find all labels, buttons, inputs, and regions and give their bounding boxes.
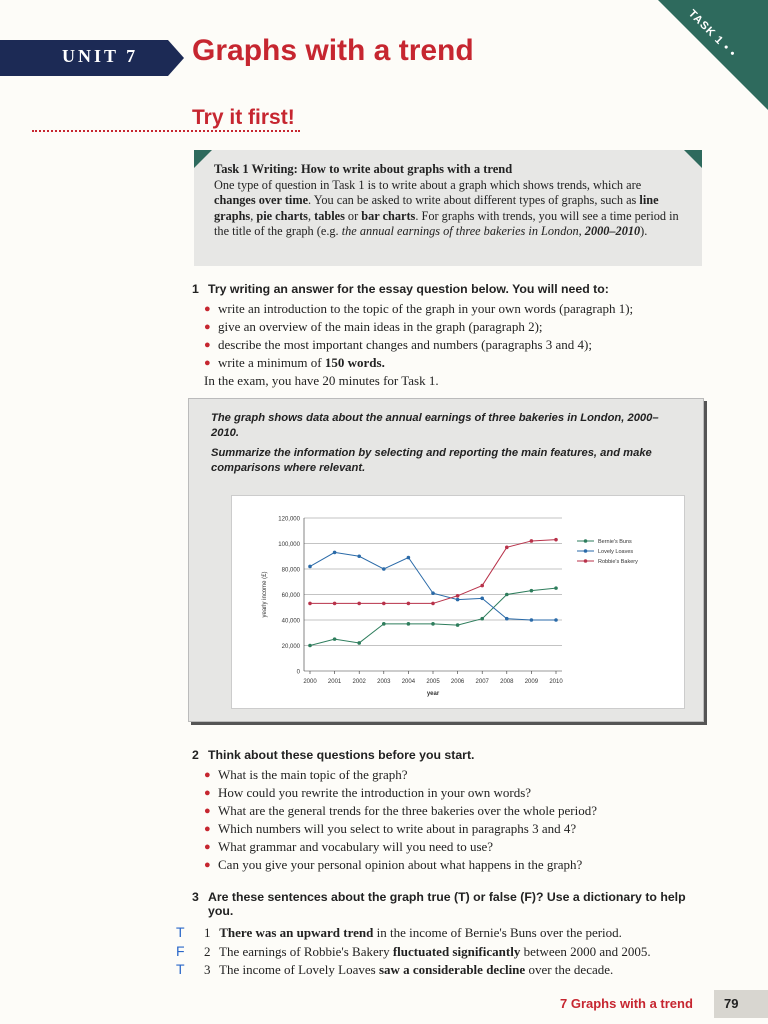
x-tick-label: 2007: [475, 679, 489, 685]
x-tick-label: 2001: [327, 679, 342, 685]
true-false-item: [176, 924, 712, 943]
info-bold: pie charts: [256, 208, 308, 223]
legend-label: Lovely Loaves: [598, 549, 634, 555]
handwritten-answer: T: [176, 924, 185, 940]
x-tick-label: 2005: [426, 679, 440, 685]
list-item: ● write an introduction to the topic of the graph in your own words (paragraph 1);: [204, 300, 712, 318]
list-item: ● How could you rewrite the introduction in your own words?: [204, 784, 712, 802]
y-axis-label: yearly income (£): [262, 571, 268, 618]
question-1-bullets: [204, 300, 712, 372]
data-point: [456, 623, 460, 627]
list-item-text: write a minimum of: [218, 355, 325, 370]
item-text: over the decade.: [525, 962, 614, 977]
item-text: The earnings of Robbie's Bakery: [219, 943, 393, 959]
item-number: 1: [204, 925, 211, 940]
true-false-item: [176, 961, 712, 980]
list-item: ● What are the general trends for the three bakeries over the whole period?: [204, 802, 712, 820]
corner-tab: [658, 0, 768, 110]
true-false-item: [176, 942, 712, 962]
question-2: [192, 748, 712, 874]
question-1-heading: [192, 282, 712, 296]
page-number-tab: [714, 990, 768, 1018]
info-text-part: . For graphs with trends, you will see a time period in the title of the graph (e.g.: [214, 208, 679, 238]
unit-label: UNIT 7: [62, 46, 139, 66]
item-bold: fluctuated significantly: [392, 943, 521, 959]
x-tick-label: 2010: [549, 679, 563, 685]
x-tick-label: 2006: [450, 679, 465, 685]
question-number: 3: [192, 890, 199, 904]
y-tick-label: 120,000: [278, 516, 300, 523]
item-text: in the income of Bernie's Buns over the period.: [373, 925, 622, 940]
item-text: The income of Lovely Loaves: [219, 962, 379, 977]
data-point: [308, 644, 312, 648]
data-point: [456, 598, 460, 602]
legend-marker: [584, 549, 588, 553]
question-1-note: In the exam, you have 20 minutes for Task 1.: [204, 373, 439, 388]
dotted-divider: [32, 130, 300, 132]
item-number: 2: [204, 943, 211, 959]
data-point: [357, 554, 361, 558]
page-number: 79: [724, 996, 739, 1011]
item-text: between 2000 and 2005.: [520, 943, 651, 959]
legend-label: Bernie's Buns: [598, 539, 632, 545]
data-point: [530, 539, 534, 543]
info-text-part: One type of question in Task 1 is to write about a graph which shows trends, which are: [214, 177, 642, 192]
data-point: [382, 602, 386, 606]
y-tick-label: 80,000: [281, 567, 300, 574]
data-point: [505, 617, 509, 621]
footer-title: 7 Graphs with a trend: [560, 996, 693, 1011]
question-3: [176, 890, 712, 980]
data-point: [431, 591, 435, 595]
data-point: [333, 602, 337, 606]
item-bold: There was an upward trend: [219, 925, 374, 940]
data-point: [308, 565, 312, 569]
series-line: [310, 588, 556, 645]
data-point: [431, 622, 435, 626]
data-point: [407, 556, 411, 560]
legend-marker: [584, 539, 588, 543]
data-point: [456, 594, 460, 598]
info-bold: bar charts: [361, 208, 416, 223]
info-example: the annual earnings of three bakeries in London,: [341, 224, 582, 238]
question-text: Think about these questions before you start.: [208, 748, 475, 762]
y-tick-label: 100,000: [278, 542, 300, 548]
y-tick-label: 0: [296, 669, 300, 676]
info-text-part: ).: [640, 224, 648, 238]
essay-prompt-text: [211, 411, 681, 481]
section-title: Try it first!: [192, 106, 295, 129]
data-point: [530, 589, 534, 593]
data-point: [357, 641, 361, 645]
question-3-heading: [192, 890, 712, 918]
data-point: [431, 602, 435, 606]
info-text-part: or: [344, 208, 362, 223]
data-point: [554, 586, 558, 590]
question-text: Are these sentences about the graph true (T) or false (F)? Use a dictionary to help you.: [208, 890, 686, 918]
x-tick-label: 2000: [303, 679, 317, 685]
list-item: ● Which numbers will you select to write about in paragraphs 3 and 4?: [204, 820, 712, 838]
prompt-line-2: Summarize the information by selecting and reporting the main features, and make comparisons where relevant.: [211, 447, 652, 474]
item-bold: saw a considerable decline: [378, 962, 526, 977]
info-bold: tables: [314, 208, 345, 223]
info-bold: changes over time: [214, 193, 309, 207]
info-text-part: ,: [307, 208, 315, 223]
true-false-list: [176, 924, 712, 980]
info-box: [194, 150, 702, 266]
essay-prompt-box: [188, 398, 704, 722]
series-line: [310, 552, 556, 620]
list-item-bold: 150 words.: [324, 355, 385, 370]
info-box-corner-left: [194, 150, 212, 168]
question-text: Try writing an answer for the essay question below. You will need to:: [208, 282, 609, 296]
y-tick-label: 40,000: [281, 618, 300, 625]
data-point: [333, 637, 337, 641]
data-point: [480, 584, 484, 588]
line-chart: [232, 496, 684, 708]
data-point: [505, 593, 509, 597]
data-point: [382, 622, 386, 626]
question-2-heading: [192, 748, 712, 762]
data-point: [333, 551, 337, 555]
info-text-part: ,: [250, 208, 257, 223]
x-tick-label: 2004: [401, 679, 416, 685]
question-number: 1: [192, 282, 199, 296]
data-point: [308, 602, 312, 606]
legend-label: Robbie's Bakery: [598, 559, 638, 565]
y-tick-label: 60,000: [281, 593, 300, 599]
list-item: ● Can you give your personal opinion about what happens in the graph?: [204, 856, 712, 874]
y-tick-label: 20,000: [281, 644, 300, 650]
list-item: ● What grammar and vocabulary will you need to use?: [204, 838, 712, 856]
info-example-years: 2000–2010: [584, 224, 641, 238]
data-point: [407, 602, 411, 606]
data-point: [554, 538, 558, 542]
x-tick-label: 2008: [500, 679, 514, 685]
data-point: [357, 602, 361, 606]
x-tick-label: 2002: [352, 679, 366, 685]
prompt-line-1: The graph shows data about the annual earnings of three bakeries in London, 2000–2010.: [211, 412, 659, 439]
x-axis-label: year: [426, 691, 440, 697]
data-point: [554, 618, 558, 622]
legend-marker: [584, 559, 588, 563]
data-point: [505, 546, 509, 550]
list-item: ● What is the main topic of the graph?: [204, 766, 712, 784]
info-text-part: . You can be asked to write about different types of graphs, such as: [308, 193, 640, 207]
info-bold: line graphs: [214, 193, 659, 223]
page-title: Graphs with a trend: [192, 34, 474, 67]
data-point: [480, 617, 484, 621]
chart-frame: [231, 495, 685, 709]
x-tick-label: 2009: [524, 679, 539, 685]
corner-tab-label: TASK 1 • •: [685, 7, 739, 61]
list-item: ● give an overview of the main ideas in the graph (paragraph 2);: [204, 318, 712, 336]
info-box-corner-right: [684, 150, 702, 168]
list-item: ● describe the most important changes and numbers (paragraphs 3 and 4);: [204, 336, 712, 354]
data-point: [382, 567, 386, 571]
question-1: [192, 282, 712, 390]
handwritten-answer: F: [176, 942, 185, 959]
data-point: [480, 597, 484, 601]
info-box-text: [214, 162, 684, 240]
data-point: [530, 618, 534, 622]
question-number: 2: [192, 748, 199, 762]
item-number: 3: [204, 962, 211, 977]
data-point: [407, 622, 411, 626]
info-heading: Task 1 Writing: How to write about graphs with a trend: [214, 162, 513, 176]
question-2-bullets: [204, 766, 712, 874]
list-item: [204, 354, 712, 372]
handwritten-answer: T: [176, 961, 185, 977]
x-tick-label: 2003: [377, 679, 391, 685]
